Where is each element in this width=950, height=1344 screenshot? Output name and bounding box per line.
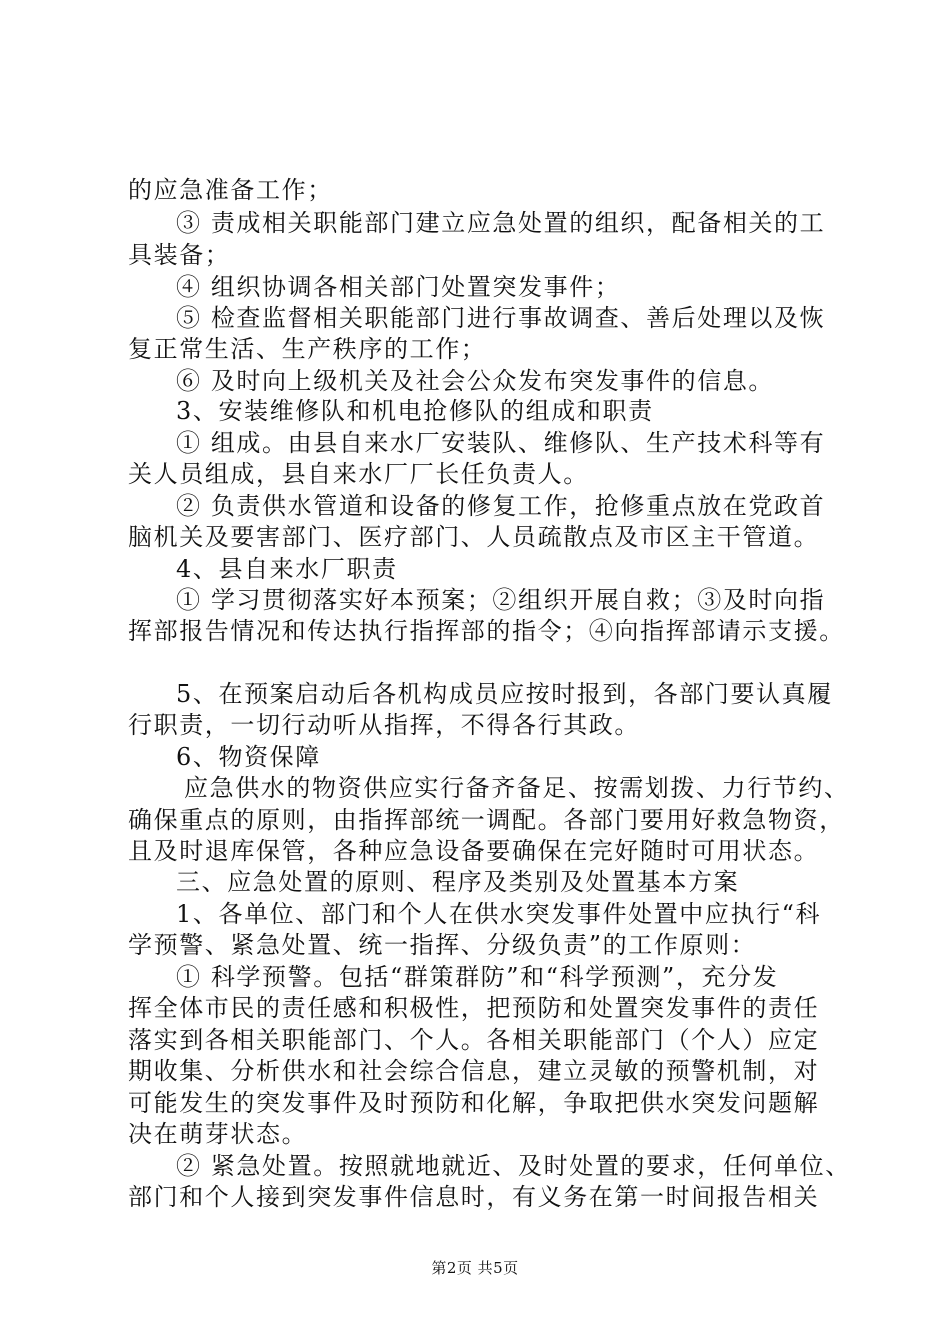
text-line: 学预警、紧急处置、统一指挥、分级负责”的工作原则： [128, 931, 757, 959]
text-line: 行职责，一切行动听从指挥，不得各行其政。 [128, 711, 640, 739]
text-line: ① 组成。由县自来水厂安装队、维修队、生产技术科等有 [176, 429, 826, 457]
text-line: ① 科学预警。包括“群策群防”和“科学预测”，充分发 [176, 963, 779, 991]
text-line: ④ 组织协调各相关部门处置突发事件； [176, 273, 621, 301]
text-line: 1、各单位、部门和个人在供水突发事件处置中应执行“科 [176, 900, 822, 928]
text-line: 应急供水的物资供应实行备齐备足、按需划拨、力行节约、 [184, 774, 850, 802]
text-line: 决在萌芽状态。 [128, 1120, 308, 1148]
section-heading: 6、物资保障 [176, 743, 321, 771]
page-number-footer: 第2页 共5页 [431, 1259, 519, 1277]
text-line: 可能发生的突发事件及时预防和化解，争取把供水突发问题解 [128, 1089, 820, 1117]
text-line: 且及时退库保管，各种应急设备要确保在完好随时可用状态。 [128, 837, 820, 865]
section-heading: 3、安装维修队和机电抢修队的组成和职责 [176, 397, 654, 425]
text-line: 具装备； [128, 241, 231, 269]
text-line: 关人员组成，县自来水厂厂长任负责人。 [128, 460, 589, 488]
text-line: ⑥ 及时向上级机关及社会公众发布突发事件的信息。 [176, 367, 775, 395]
text-line: 挥全体市民的责任感和积极性，把预防和处置突发事件的责任 [128, 994, 820, 1022]
text-line: 5、在预案启动后各机构成员应按时报到，各部门要认真履 [176, 680, 833, 708]
text-line: 挥部报告情况和传达执行指挥部的指令；④向指挥部请示支援。 [128, 617, 845, 645]
text-line: ② 负责供水管道和设备的修复工作，抢修重点放在党政首 [176, 492, 826, 520]
text-line: 确保重点的原则，由指挥部统一调配。各部门要用好救急物资， [128, 806, 845, 834]
text-line: ② 紧急处置。按照就地就近、及时处置的要求，任何单位、 [176, 1152, 851, 1180]
text-line: 的应急准备工作； [128, 176, 333, 204]
section-heading: 4、县自来水厂职责 [176, 555, 398, 583]
text-line: 复正常生活、生产秩序的工作； [128, 335, 487, 363]
text-line: ① 学习贯彻落实好本预案；②组织开展自救；③及时向指 [176, 586, 826, 614]
text-line: 期收集、分析供水和社会综合信息，建立灵敏的预警机制，对 [128, 1057, 820, 1085]
text-line: ⑤ 检查监督相关职能部门进行事故调查、善后处理以及恢 [176, 304, 826, 332]
text-line: ③ 责成相关职能部门建立应急处置的组织，配备相关的工 [176, 209, 826, 237]
text-line: 落实到各相关职能部门、个人。各相关职能部门（个人）应定 [128, 1026, 820, 1054]
text-line: 部门和个人接到突发事件信息时，有义务在第一时间报告相关 [128, 1183, 820, 1211]
text-line: 脑机关及要害部门、医疗部门、人员疏散点及市区主干管道。 [128, 523, 820, 551]
section-heading: 三、应急处置的原则、程序及类别及处置基本方案 [176, 868, 740, 896]
